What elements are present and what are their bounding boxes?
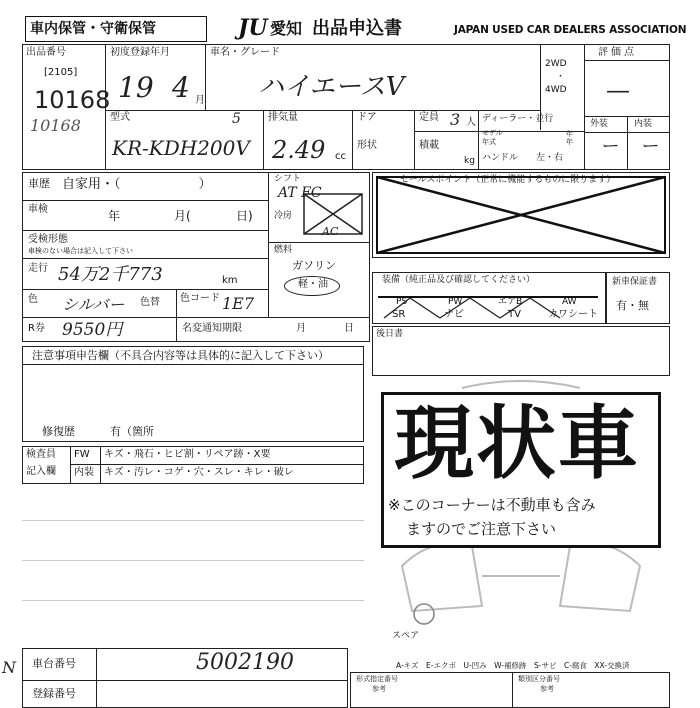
model-label: 型式 bbox=[110, 112, 130, 123]
drive-4wd: 4WD bbox=[545, 85, 567, 95]
load-label: 積載 bbox=[419, 140, 439, 151]
load-unit: kg bbox=[464, 156, 475, 166]
equip-top-aw: AW bbox=[562, 297, 577, 307]
inspector-label-2: 記入欄 bbox=[26, 466, 56, 477]
interior-insp-text: キズ・汚レ・コゲ・穴・スレ・キレ・破レ bbox=[104, 467, 294, 478]
displacement-label: 排気量 bbox=[268, 112, 298, 123]
capacity-label: 定員 bbox=[419, 112, 439, 123]
year-label: 年式 bbox=[482, 138, 496, 146]
association-name: JAPAN USED CAR DEALERS ASSOCIATION bbox=[454, 24, 687, 36]
model-year-unit: 年 bbox=[566, 130, 573, 138]
warranty-value: 有・無 bbox=[616, 299, 649, 312]
first-reg-month-unit: 月 bbox=[195, 95, 205, 106]
equip-top-pw: PW bbox=[448, 297, 463, 307]
receipt-note: 車検のない場合は記入して下さい bbox=[28, 247, 133, 255]
color-value: シルバー bbox=[62, 295, 125, 314]
equip-top-ps: PS bbox=[396, 297, 408, 307]
car-name-value: ハイエースV bbox=[258, 72, 405, 102]
name-change-label: 名変通知期限 bbox=[182, 323, 242, 334]
lot-number-scribble: 10168 bbox=[30, 116, 81, 135]
equip-tv: TV bbox=[508, 309, 521, 320]
displacement-value: 2.49 bbox=[272, 136, 326, 164]
mileage-value: 54万2千773 bbox=[58, 264, 163, 285]
handle-options: 左・右 bbox=[536, 153, 564, 163]
warranty-label: 新車保証書 bbox=[612, 277, 658, 287]
logo-prefecture: 愛知 bbox=[270, 19, 303, 38]
type-spec-ref: 参考 bbox=[372, 685, 386, 693]
drive-2wd: 2WD bbox=[545, 59, 567, 69]
interior-insp-label: 内装 bbox=[74, 467, 94, 478]
storage-title: 車内保管・守衛保管 bbox=[30, 21, 156, 37]
lot-small-code: [2105] bbox=[44, 67, 78, 78]
lot-label: 出品番号 bbox=[26, 47, 66, 58]
form-title: 出品申込書 bbox=[312, 18, 402, 39]
shift-value: AT FC bbox=[278, 185, 322, 201]
mileage-unit: km bbox=[222, 275, 238, 286]
later-docs-frame bbox=[372, 326, 670, 376]
notes-label: 注意事項申告欄（不具合内容等は具体的に記入して下さい） bbox=[32, 349, 329, 362]
name-change-month: 月 bbox=[296, 323, 306, 334]
handle-label: ハンドル bbox=[482, 153, 519, 163]
selling-points-label: セールスポイント（正常に機能するものに限ります） bbox=[400, 175, 616, 185]
first-reg-label: 初度登録年月 bbox=[110, 47, 170, 58]
drive-dot: ・ bbox=[556, 72, 566, 82]
chassis-value: 5002190 bbox=[196, 650, 294, 675]
model-year-label: モデル bbox=[482, 129, 503, 137]
car-name-label: 車名・グレード bbox=[210, 47, 280, 58]
equip-sr: SR bbox=[392, 309, 406, 320]
logo-mark: JU bbox=[238, 15, 268, 41]
fuel-circle bbox=[284, 276, 340, 296]
inspection-month-unit: 月( bbox=[174, 209, 191, 223]
recycle-value: 9550円 bbox=[62, 320, 123, 340]
fuel-value: ガソリン bbox=[292, 259, 336, 272]
as-is-stamp-note-1: ※このコーナーは不動車も含み bbox=[388, 496, 596, 514]
fw-text: キズ・飛石・ヒビ割・リペア跡・X要 bbox=[104, 449, 271, 460]
capacity-unit: 人 bbox=[466, 117, 476, 128]
class-spec-ref: 参考 bbox=[540, 685, 554, 693]
shift-label: シフト bbox=[274, 174, 302, 184]
inspector-label-1: 検査員 bbox=[26, 449, 56, 460]
color-code-label: 色コード bbox=[180, 293, 220, 304]
later-docs-label: 後日書 bbox=[376, 329, 404, 339]
equipment-label: 装備（純正品及び確認してください） bbox=[382, 275, 536, 285]
recycle-label: R券 bbox=[28, 323, 45, 334]
inspection-year-unit: 年 bbox=[108, 209, 121, 223]
bottom-right-frame bbox=[350, 672, 670, 708]
repair-value: 有（箇所 bbox=[110, 425, 154, 438]
capacity-value: 3 bbox=[450, 110, 461, 129]
displacement-unit: cc bbox=[335, 151, 346, 162]
ac-note: AC bbox=[322, 225, 339, 238]
door-shape-label: 形状 bbox=[357, 140, 377, 151]
model-value: KR-KDH200V bbox=[112, 136, 250, 160]
equip-power-seat: カワシート bbox=[548, 309, 598, 320]
class-spec-label: 類別区分番号 bbox=[518, 675, 560, 683]
color-code-value: 1E7 bbox=[222, 294, 255, 313]
interior-value: ー bbox=[640, 136, 658, 157]
model-superscript: 5 bbox=[232, 111, 241, 127]
history-value: 自家用・（ ） bbox=[62, 177, 212, 192]
first-reg-year: 19 bbox=[118, 71, 154, 104]
history-label: 車歴 bbox=[28, 177, 50, 190]
exterior-label: 外装 bbox=[590, 119, 609, 129]
spare-label: スペア bbox=[392, 631, 420, 641]
first-reg-month: 4 bbox=[172, 71, 190, 104]
rating-value: — bbox=[606, 76, 630, 104]
equipment-strikethrough bbox=[380, 294, 600, 322]
receipt-label: 受検形態 bbox=[28, 234, 68, 245]
exterior-value: ー bbox=[600, 136, 618, 157]
margin-mark: N bbox=[2, 658, 16, 677]
inspection-label: 車検 bbox=[28, 204, 48, 215]
registration-label: 登録番号 bbox=[32, 687, 76, 700]
inspection-day-unit: 日) bbox=[236, 209, 253, 223]
dealer-parallel-label: ディーラー・並行 bbox=[482, 114, 554, 124]
as-is-stamp-title: 現状車 bbox=[394, 397, 640, 490]
type-spec-label: 形式指定番号 bbox=[356, 675, 398, 683]
selling-points-cross bbox=[374, 174, 668, 256]
color-label: 色 bbox=[28, 294, 38, 305]
as-is-stamp-note-2: ますのでご注意下さい bbox=[406, 520, 557, 538]
fuel-label: 燃料 bbox=[274, 245, 293, 255]
interior-label: 内装 bbox=[634, 119, 653, 129]
damage-legend: A-キズ E-エクボ U-凹み W-補修跡 S-サビ C-腐食 XX-交換済 bbox=[396, 661, 630, 670]
equip-navi: ナビ bbox=[444, 309, 464, 320]
ac-label: 冷房 bbox=[274, 211, 293, 221]
color-replace-label: 色替 bbox=[140, 297, 160, 308]
year-unit: 年 bbox=[566, 138, 573, 146]
door-label: ドア bbox=[357, 112, 377, 123]
name-change-day: 日 bbox=[344, 323, 354, 334]
mileage-label: 走行 bbox=[28, 263, 48, 274]
rating-label: 評価点 bbox=[598, 47, 637, 58]
lot-number: 10168 bbox=[34, 86, 111, 114]
fuel-alt: 軽・油 bbox=[298, 279, 328, 290]
chassis-label: 車台番号 bbox=[32, 657, 76, 670]
repair-label: 修復歴 bbox=[42, 425, 75, 438]
fw-label: FW bbox=[74, 449, 90, 460]
equip-top-airbag: エアB bbox=[498, 297, 523, 307]
